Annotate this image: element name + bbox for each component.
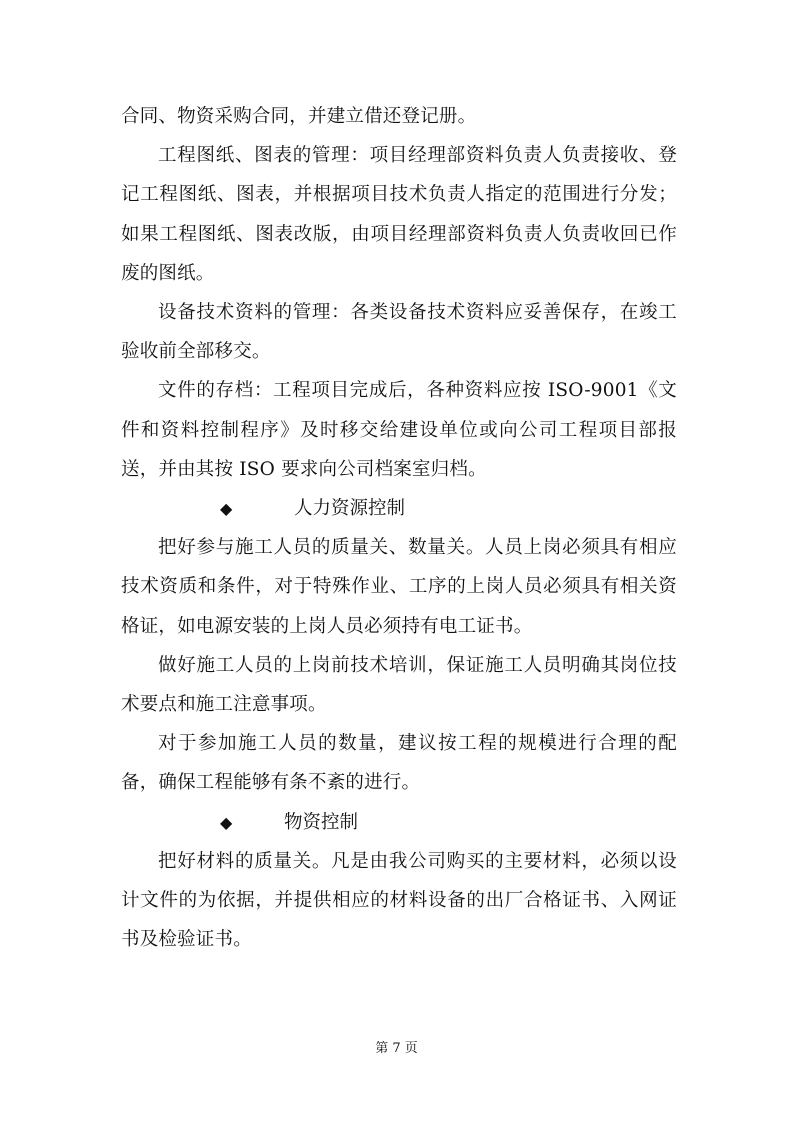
paragraph-hr-training: 做好施工人员的上岗前技术培训，保证施工人员明确其岗位技术要点和施工注意事项。 — [121, 654, 677, 716]
paragraph-archiving: 文件的存档：工程项目完成后，各种资料应按 ISO-9001《文件和资料控制程序》及时移交给建设单位或向公司工程项目部报送，并由其按 ISO 要求向公司档案室归档。 — [121, 380, 677, 480]
paragraph-hr-staffing: 对于参加施工人员的数量，建议按工程的规模进行合理的配备，确保工程能够有条不紊的进行。 — [121, 733, 677, 794]
section-title-hr: 人力资源控制 — [294, 498, 406, 520]
document-body — [121, 97, 677, 959]
diamond-bullet-icon: ◆ — [220, 499, 233, 519]
paragraph-equipment-docs: 设备技术资料的管理：各类设备技术资料应妥善保存，在竣工验收前全部移交。 — [121, 302, 677, 363]
section-heading-material — [121, 803, 677, 842]
paragraph-material-quality: 把好材料的质量关。凡是由我公司购买的主要材料，必须以设计文件的为依据，并提供相应的材料设备的出厂合格证书、入网证书及检验证书。 — [121, 850, 677, 951]
diamond-bullet-icon: ◆ — [220, 812, 233, 832]
section-title-material: 物资控制 — [284, 811, 359, 833]
paragraph-contract-continuation: 合同、物资采购合同，并建立借还登记册。 — [121, 106, 477, 127]
paragraph-hr-quality: 把好参与施工人员的质量关、数量关。人员上岗必须具有相应技术资质和条件，对于特殊作业、工序的上岗人员必须具有相关资格证，如电源安装的上岗人员必须持有电工证书。 — [121, 537, 677, 637]
section-heading-hr — [121, 489, 677, 528]
paragraph-drawings-management: 工程图纸、图表的管理：项目经理部资料负责人负责接收、登记工程图纸、图表，并根据项目技术负责人指定的范围进行分发；如果工程图纸、图表改版，由项目经理部资料负责人负责收回已作废的图纸。 — [121, 145, 677, 284]
page-number: 第 7 页 — [375, 1041, 418, 1056]
